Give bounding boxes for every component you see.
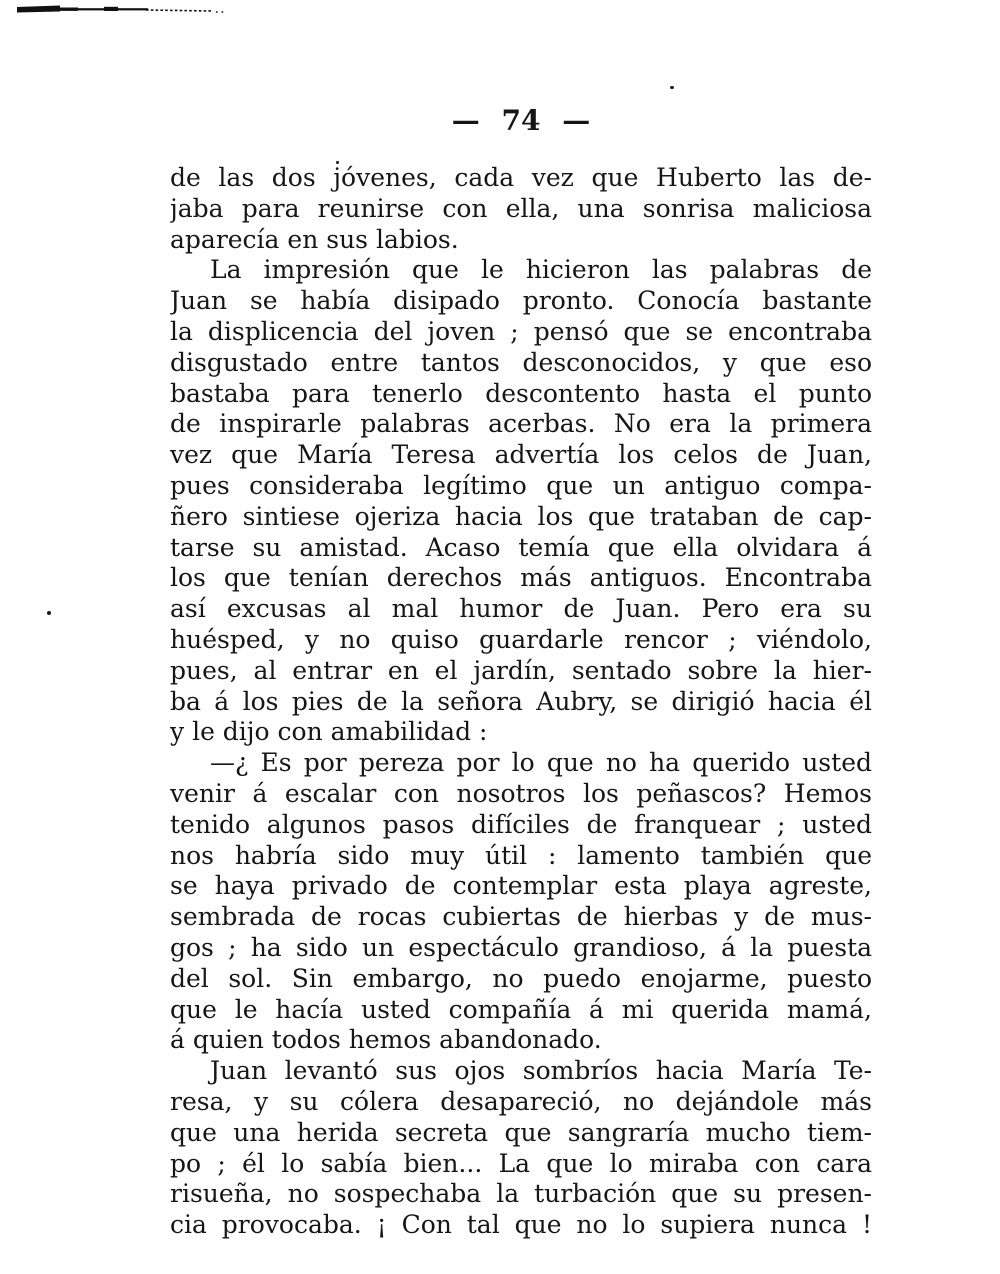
text-line: La impresión que le hicieron las palabras de xyxy=(210,255,872,285)
text-line: Juan se había disipado pronto. Conocía bastante xyxy=(170,286,872,316)
text-line: bastaba para tenerlo descontento hasta el punto xyxy=(170,378,872,408)
text-line: cia provocaba. ¡ Con tal que no lo supiera nunca ! xyxy=(170,1210,872,1240)
text-line: ñero sintiese ojeriza hacia los que trataban de cap- xyxy=(170,501,872,531)
page-text xyxy=(170,163,872,1241)
page-number: — 74 — xyxy=(451,104,591,137)
text-line: la displicencia del joven ; pensó que se encontraba xyxy=(170,316,872,346)
text-line: pues consideraba legítimo que un antiguo compa- xyxy=(170,470,872,500)
text-line: —¿ Es por pereza por lo que no ha querido usted xyxy=(210,748,872,778)
text-line: del sol. Sin embargo, no puedo enojarme, puesto xyxy=(170,963,872,993)
text-line: pues, al entrar en el jardín, sentado sobre la hier- xyxy=(170,655,872,685)
text-line: jaba para reunirse con ella, una sonrisa maliciosa xyxy=(170,193,872,223)
text-line: ba á los pies de la señora Aubry, se dirigió hacia él xyxy=(170,686,872,716)
text-line: que una herida secreta que sangraría mucho tiem- xyxy=(170,1117,872,1147)
text-line: nos habría sido muy útil : lamento también que xyxy=(170,840,872,870)
text-line: tenido algunos pasos difíciles de franquear ; usted xyxy=(170,809,872,839)
text-line: huésped, y no quiso guardarle rencor ; viéndolo, xyxy=(170,624,872,654)
text-line: disgustado entre tantos desconocidos, y que eso xyxy=(170,347,872,377)
text-line: se haya privado de contemplar esta playa agreste, xyxy=(170,871,872,901)
text-line: gos ; ha sido un espectáculo grandioso, á la puesta xyxy=(170,932,872,962)
scan-artifact-line xyxy=(16,2,228,18)
ink-speck xyxy=(47,611,51,615)
text-line: los que tenían derechos más antiguos. Encontraba xyxy=(170,563,872,593)
text-line: así excusas al mal humor de Juan. Pero era su xyxy=(170,594,872,624)
text-line: tarse su amistad. Acaso temía que ella olvidara á xyxy=(170,532,872,562)
text-line: y le dijo con amabilidad : xyxy=(170,717,488,747)
text-line: sembrada de rocas cubiertas de hierbas y de mus- xyxy=(170,902,872,932)
text-line: de las dos jóvenes, cada vez que Huberto las de- xyxy=(170,163,872,192)
text-line: que le hacía usted compañía á mi querida mamá, xyxy=(170,994,872,1024)
text-line: vez que María Teresa advertía los celos de Juan, xyxy=(170,440,872,470)
text-line: risueña, no sospechaba la turbación que su presen- xyxy=(170,1179,872,1209)
text-line: po ; él lo sabía bien... La que lo miraba con cara xyxy=(170,1148,872,1178)
text-line: Juan levantó sus ojos sombríos hacia María Te- xyxy=(210,1056,872,1086)
text-line: de inspirarle palabras acerbas. No era la primera xyxy=(170,409,872,439)
ink-speck xyxy=(670,86,674,89)
text-line: resa, y su cólera desapareció, no dejándole más xyxy=(170,1086,872,1116)
text-line: venir á escalar con nosotros los peñascos? Hemos xyxy=(170,778,872,808)
text-line: á quien todos hemos abandonado. xyxy=(170,1025,602,1055)
text-line: aparecía en sus labios. xyxy=(170,224,459,254)
